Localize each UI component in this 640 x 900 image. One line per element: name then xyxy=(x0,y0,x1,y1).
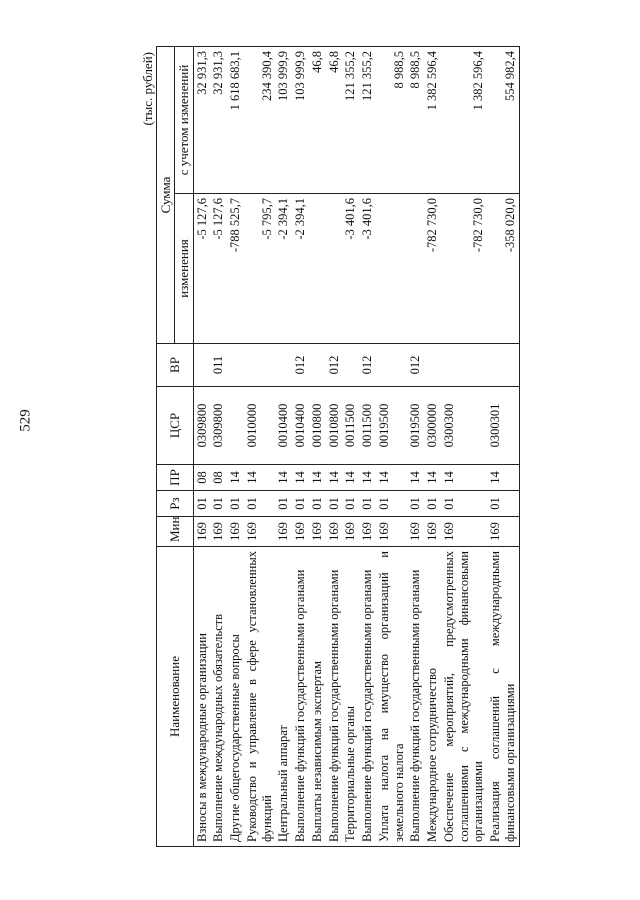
cell-total: 46,8 xyxy=(326,47,343,194)
header-min: Мин xyxy=(157,517,194,547)
cell-total: 1 382 596,4 xyxy=(441,47,487,194)
cell-min: 169 xyxy=(292,517,309,547)
cell-vr xyxy=(487,344,519,387)
cell-pr: 14 xyxy=(407,465,424,491)
cell-vr xyxy=(309,344,326,387)
cell-min: 169 xyxy=(227,517,244,547)
cell-change: -5 127,6 xyxy=(210,194,227,344)
cell-change xyxy=(407,194,424,344)
cell-csr: 0019500 xyxy=(376,387,408,465)
cell-total: 103 999,9 xyxy=(275,47,292,194)
cell-change: -782 730,0 xyxy=(441,194,487,344)
budget-table xyxy=(156,46,520,847)
cell-pr: 14 xyxy=(326,465,343,491)
cell-vr xyxy=(244,344,276,387)
cell-pr: 14 xyxy=(342,465,359,491)
header-csr: ЦСР xyxy=(157,387,194,465)
cell-rz: 01 xyxy=(193,491,210,517)
cell-change: -5 127,6 xyxy=(193,194,210,344)
table-row xyxy=(244,47,276,847)
header-with-change: с учетом изменений xyxy=(175,47,193,194)
cell-rz: 01 xyxy=(424,491,441,517)
cell-csr: 0010800 xyxy=(309,387,326,465)
table-row xyxy=(309,47,326,847)
header-change: изменения xyxy=(175,194,193,344)
cell-rz: 01 xyxy=(244,491,276,517)
cell-vr xyxy=(193,344,210,387)
cell-change: -782 730,0 xyxy=(424,194,441,344)
cell-csr: 0010400 xyxy=(292,387,309,465)
cell-min: 169 xyxy=(275,517,292,547)
cell-change xyxy=(376,194,408,344)
cell-csr: 0010400 xyxy=(275,387,292,465)
table-row xyxy=(376,47,408,847)
cell-csr: 0300000 xyxy=(424,387,441,465)
cell-pr: 14 xyxy=(441,465,487,491)
cell-name: Международное сотрудничество xyxy=(424,547,441,847)
cell-name: Уплата налога на имущество организаций и земельного налога xyxy=(376,547,408,847)
cell-pr: 14 xyxy=(487,465,519,491)
cell-total: 8 988,5 xyxy=(376,47,408,194)
table-row xyxy=(424,47,441,847)
cell-name: Центральный аппарат xyxy=(275,547,292,847)
cell-rz: 01 xyxy=(275,491,292,517)
cell-rz: 01 xyxy=(342,491,359,517)
cell-change: -2 394,1 xyxy=(275,194,292,344)
cell-name: Выплаты независимым экспертам xyxy=(309,547,326,847)
cell-vr: 012 xyxy=(407,344,424,387)
cell-total: 32 931,3 xyxy=(193,47,210,194)
table-row xyxy=(210,47,227,847)
units-label: (тыс. рублей) xyxy=(140,52,155,126)
cell-vr xyxy=(342,344,359,387)
cell-csr: 0300301 xyxy=(487,387,519,465)
cell-pr: 14 xyxy=(309,465,326,491)
cell-rz: 01 xyxy=(292,491,309,517)
cell-min: 169 xyxy=(407,517,424,547)
header-vr: ВР xyxy=(157,344,194,387)
cell-total: 32 931,3 xyxy=(210,47,227,194)
cell-rz: 01 xyxy=(376,491,408,517)
cell-name: Выполнение международных обязательств xyxy=(210,547,227,847)
header-name: Наименование xyxy=(157,547,194,847)
table-row xyxy=(407,47,424,847)
cell-rz: 01 xyxy=(227,491,244,517)
table-row xyxy=(292,47,309,847)
cell-csr: 0300300 xyxy=(441,387,487,465)
cell-rz: 01 xyxy=(359,491,376,517)
cell-name: Обеспечение мероприятий, предусмотренных соглашениями с международными финансовыми организациями xyxy=(441,547,487,847)
cell-vr xyxy=(424,344,441,387)
cell-rz: 01 xyxy=(407,491,424,517)
cell-vr: 012 xyxy=(292,344,309,387)
cell-total: 554 982,4 xyxy=(487,47,519,194)
cell-change: -788 525,7 xyxy=(227,194,244,344)
cell-change: -3 401,6 xyxy=(342,194,359,344)
cell-pr: 14 xyxy=(424,465,441,491)
cell-csr: 0309800 xyxy=(210,387,227,465)
cell-rz: 01 xyxy=(441,491,487,517)
table-row xyxy=(487,47,519,847)
cell-min: 169 xyxy=(210,517,227,547)
table-row xyxy=(275,47,292,847)
cell-pr: 14 xyxy=(244,465,276,491)
cell-min: 169 xyxy=(424,517,441,547)
cell-pr: 14 xyxy=(292,465,309,491)
cell-name: Территориальные органы xyxy=(342,547,359,847)
cell-csr: 0010800 xyxy=(326,387,343,465)
cell-pr: 14 xyxy=(227,465,244,491)
cell-total: 1 618 683,1 xyxy=(227,47,244,194)
cell-min: 169 xyxy=(342,517,359,547)
cell-total: 8 988,5 xyxy=(407,47,424,194)
page-number: 529 xyxy=(17,409,34,432)
cell-name: Выполнение функций государственными органами xyxy=(407,547,424,847)
cell-min: 169 xyxy=(193,517,210,547)
cell-change: -358 020,0 xyxy=(487,194,519,344)
table-row xyxy=(342,47,359,847)
cell-min: 169 xyxy=(487,517,519,547)
cell-change: -3 401,6 xyxy=(359,194,376,344)
cell-name: Выполнение функций государственными органами xyxy=(359,547,376,847)
cell-csr: 0011500 xyxy=(342,387,359,465)
cell-change xyxy=(326,194,343,344)
cell-vr xyxy=(275,344,292,387)
cell-vr xyxy=(376,344,408,387)
cell-csr: 0019500 xyxy=(407,387,424,465)
table-row xyxy=(227,47,244,847)
header-pr: ПР xyxy=(157,465,194,491)
cell-pr: 14 xyxy=(376,465,408,491)
cell-csr: 0010000 xyxy=(244,387,276,465)
cell-name: Выполнение функций государственными органами xyxy=(326,547,343,847)
cell-min: 169 xyxy=(244,517,276,547)
table-row xyxy=(193,47,210,847)
cell-total: 1 382 596,4 xyxy=(424,47,441,194)
cell-min: 169 xyxy=(441,517,487,547)
cell-total: 103 999,9 xyxy=(292,47,309,194)
cell-rz: 01 xyxy=(326,491,343,517)
cell-pr: 14 xyxy=(359,465,376,491)
cell-vr xyxy=(441,344,487,387)
cell-name: Взносы в международные организации xyxy=(193,547,210,847)
cell-rz: 01 xyxy=(487,491,519,517)
cell-change: -5 795,7 xyxy=(244,194,276,344)
cell-name: Руководство и управление в сфере установленных функций xyxy=(244,547,276,847)
cell-total: 121 355,2 xyxy=(359,47,376,194)
cell-min: 169 xyxy=(359,517,376,547)
cell-name: Другие общегосударственные вопросы xyxy=(227,547,244,847)
header-sum: Сумма xyxy=(157,47,175,344)
cell-vr xyxy=(227,344,244,387)
cell-min: 169 xyxy=(376,517,408,547)
cell-csr xyxy=(227,387,244,465)
cell-name: Реализация соглашений с международными финансовыми организациями xyxy=(487,547,519,847)
cell-csr: 0309800 xyxy=(193,387,210,465)
header-row xyxy=(157,47,175,847)
cell-pr: 14 xyxy=(275,465,292,491)
cell-vr: 012 xyxy=(326,344,343,387)
header-rz: Рз xyxy=(157,491,194,517)
cell-vr: 011 xyxy=(210,344,227,387)
cell-change: -2 394,1 xyxy=(292,194,309,344)
table-row xyxy=(326,47,343,847)
cell-total: 121 355,2 xyxy=(342,47,359,194)
cell-min: 169 xyxy=(326,517,343,547)
table-body xyxy=(193,47,519,847)
cell-total: 234 390,4 xyxy=(244,47,276,194)
cell-pr: 08 xyxy=(210,465,227,491)
table-row xyxy=(359,47,376,847)
cell-rz: 01 xyxy=(210,491,227,517)
cell-pr: 08 xyxy=(193,465,210,491)
cell-vr: 012 xyxy=(359,344,376,387)
table-row xyxy=(441,47,487,847)
cell-total: 46,8 xyxy=(309,47,326,194)
cell-csr: 0011500 xyxy=(359,387,376,465)
rotated-page xyxy=(140,47,640,847)
cell-min: 169 xyxy=(309,517,326,547)
cell-rz: 01 xyxy=(309,491,326,517)
cell-change xyxy=(309,194,326,344)
cell-name: Выполнение функций государственными органами xyxy=(292,547,309,847)
